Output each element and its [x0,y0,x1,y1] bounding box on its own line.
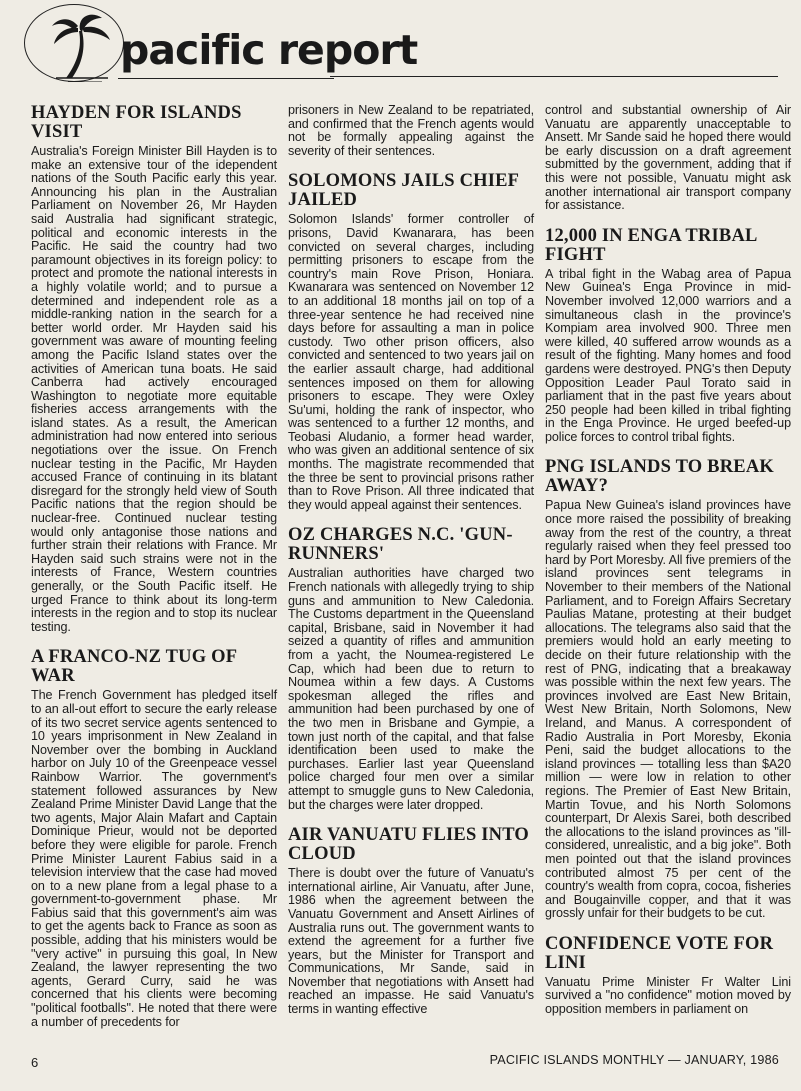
article-body: Australia's Foreign Minister Bill Hayden is to make an extensive tour of the idependent nations of the South Pacific early this year. Announcing his plan in the Australian Parliament on November 26, Mr Hayden said Australia had significant strategic, political and economic interests in the Pacific. He said the country had two paramount objectives in its foreign policy: to protect and promote the national interests in a highly volatile world; and to pursue a determined and independent role as a middle-ranking nation in the search for a better world order. Mr Hayden said his government was aware of mounting feeling among the Pacific Island states over the activities of American tuna boats. He said Canberra had actively encouraged Washington to negotiate more equitable fisheries access arrangements with the island states. As a result, the American administration had now entered into serious negotiations over the issue. On French nuclear testing in the Pacific, Mr Hayden accused France of continuing in its blatant disregard for the strongly held view of South Pacific nations that the region should be nuclear-free. Continued nuclear testing would only antagonise those nations and further strain their relations with France. Mr Hayden said such strains were not in the interests of France, Western countries generally, or the South Pacific itself. He urged France to think about its long-term interests in the region and to stop its nuclear testing. [31,144,277,634]
article-body: A tribal fight in the Wabag area of Papua New Guinea's Enga Province in mid-November involved 12,000 warriors and a simultaneous clash in the province's Kompiam area involved 900. Three men were killed, 40 suffered arrow wounds as a result of the fighting. Many homes and food gardens were destroyed. PNG's then Deputy Opposition Leader Paul Torato said in parliament that in the past five years about 250 people had been killed in tribal fighting in the Enga Province. He urged beefed-up police forces to control tribal fights. [545,266,791,444]
article-body: Papua New Guinea's island provinces have once more raised the possibility of breaking away from the rest of the country, a threat regularly raised when they feel pressed too hard by Port Moresby. All five premiers of the island provinces sent telegrams in November to their members of the National Parliament, and to Foreign Affairs Secretary Paulias Matane, protesting at their budget allocations. The telegrams also said that the premiers would hold an early meeting to decide on their future relationship with the rest of PNG, indicating that a breakaway was possible within the next few years. The provinces involved are East New Britain, West New Britain, North Solomons, New Ireland, and Manus. A correspondent of Radio Australia in Port Moresby, Ekonia Peni, said the budget allocations to the island provinces — totalling less than $A20 million — were low in relation to other regions. The Premier of East New Britain, Martin Tovue, and his North Solomons counterpart, Dr Alexis Sarei, both described the allocations to the island provinces as "ill-considered, unrealistic, and a big joke". Both men pointed out that the island provinces contributed almost 75 per cent of the country's wealth from copra, cocoa, fisheries and Bougainville copper, and that it was grossly unfair for their budgets to be cut. [545,498,791,921]
article-body: prisoners in New Zealand to be repatriated, and confirmed that the French agents would not be formally appealing against the severity of their sentences. [288,103,534,158]
masthead-rule [330,76,778,77]
palm-tree-icon [48,12,120,82]
headline: PNG ISLANDS TO BREAK AWAY? [545,457,774,497]
article-body: The French Government has pledged itself to an all-out effort to secure the early release of its two secret service agents sentenced to 10 years imprisonment in New Zealand in November over the bombing in Auckland harbor on July 10 of the Greenpeace vessel Rainbow Warrior. The government's statement followed assurances by New Zealand Prime Minister David Lange that the two agents, Major Alain Mafart and Captain Dominique Prieur, would not be deported before they were eligible for parole. French Prime Minister Laurent Fabius said in a television interview that the case had moved on to a new plane from a legal phase to a government-to-government phase. Mr Fabius said that this government's aim was to get the agents back to France as soon as possible, adding that his ministers would be "very active" in pursuing this goal, In New Zealand, the lawyer representing the two agents, Gerard Curry, said he was concerned that his clients were becoming "political footballs". He noted that there were a number of precedents for [31,688,277,1029]
headline: HAYDEN FOR ISLANDS VISIT [31,103,242,142]
masthead-rule-left [118,78,334,79]
headline: 12,000 IN ENGA TRIBAL FIGHT [545,225,757,265]
headline: OZ CHARGES N.C. 'GUN-RUNNERS' [288,525,513,565]
headline: SOLOMONS JAILS CHIEF JAILED [288,171,519,211]
headline: A FRANCO-NZ TUG OF WAR [31,647,237,687]
article-body: Australian authorities have charged two French nationals with allegedly trying to ship guns and ammunition to New Caledonia. The Customs department in the Queensland capital, Brisbane, said in November it had seized a quantity of rifles and ammunition from a yacht, the Noumea-registered Le Cap, which had been due to return to Noumea within a few days. A Customs spokesman alleged the rifles and ammunition had been purchased by one of the two men in Brisbane and Gympie, a town just north of the capital, and that false identification been used to make the purchases. Earlier last year Queensland police charged four men over a similar attempt to smuggle guns to New Caledonia, but the charges were later dropped. [288,566,534,812]
column-3 [545,104,791,1017]
page-number: 6 [31,1055,39,1070]
publication-footer: PACIFIC ISLANDS MONTHLY — JANUARY, 1986 [489,1053,779,1067]
article-body: control and substantial ownership of Air Vanuatu are apparently unacceptable to Ansett. Mr Sande said he hoped there would be early discussion on a draft agreement submitted by the government, adding that if this were not possible, Vanuatu might ask another international air transport company for assistance. [545,103,791,213]
headline: AIR VANUATU FLIES INTO CLOUD [288,825,530,865]
article-body: There is doubt over the future of Vanuatu's international airline, Air Vanuatu, after June, 1986 when the agreement between the Vanuatu Government and Ansett Airlines of Australia runs out. The government wants to extend the agreement for a further five years, but the Minister for Transport and Communications, Mr Sande, said in November that negotiations with Ansett had reached an impasse. He said Vanuatu's terms in wanting effective [288,866,534,1017]
article-body: Solomon Islands' former controller of prisons, David Kwanarara, has been convicted on several charges, including permitting prisoners to escape from the country's main Rove Prison, Honiara. Kwanarara was sentenced on November 12 to an additional 18 months jail on top of a three-year sentence he had received nine days before for assaulting a man in police custody. Two other prison officers, also convicted and sentenced to two years jail on the earlier assault charge, had additional sentences imposed on them for allowing prisoners to escape. They were Oxley Su'umi, holding the rank of inspector, who was sentenced to a further 12 months, and Teobasi Aludanio, a former head warder, who was given an additional sentence of six months. The magistrate recommended that the three be sent to provincial prisons rather than to Rove Prison. All three indicated that they would appeal against their sentences. [288,212,534,512]
masthead-title: pacific report [120,26,418,74]
article-body: Vanuatu Prime Minister Fr Walter Lini survived a "no confidence" motion moved by opposition members in parliament on [545,974,791,1017]
masthead [0,0,801,100]
column-1 [31,104,277,1029]
headline: CONFIDENCE VOTE FOR LINI [545,933,774,973]
column-2 [288,104,534,1017]
